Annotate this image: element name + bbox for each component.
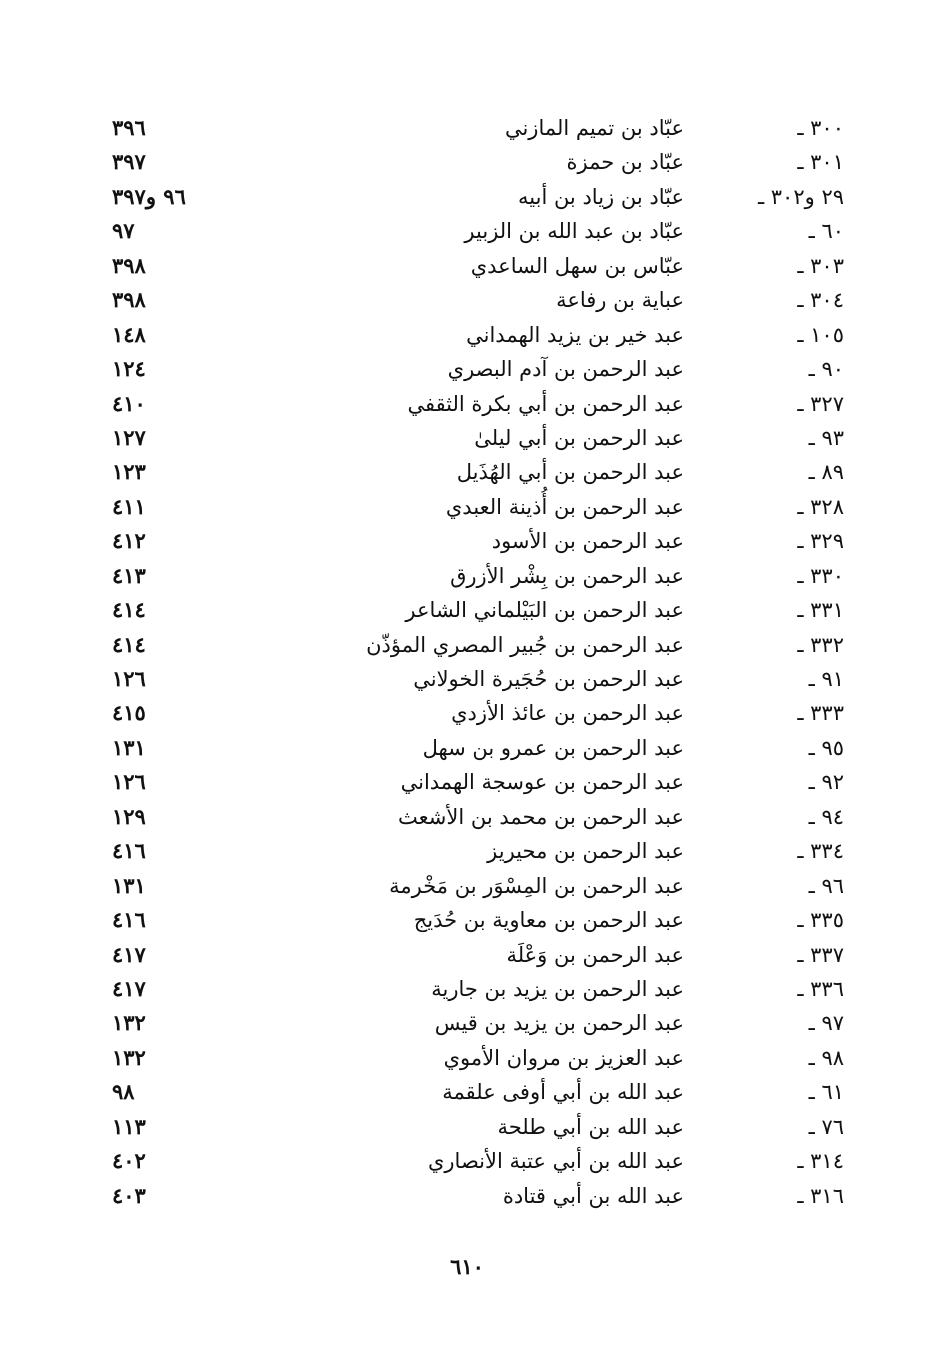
entry-number: ٩٢ ـ [808, 770, 844, 795]
entry-page-reference: ٤١٤ [112, 597, 146, 623]
entry-name: عبّاد بن عبد الله بن الزبير [464, 219, 684, 244]
index-entry [0, 1110, 934, 1144]
entry-page-reference: ١٤٨ [112, 321, 146, 347]
entry-page-reference: ١٣٢ [112, 1044, 146, 1070]
index-entry [0, 559, 934, 593]
entry-name: عبد الله بن أبي عتبة الأنصاري [427, 1149, 684, 1174]
entry-name: عبد الرحمن بن آدم البصري [447, 357, 684, 382]
entry-number: ٣٣٠ ـ [797, 563, 844, 588]
entry-name: عباية بن رفاعة [556, 288, 684, 313]
entry-number: ٣٣١ ـ [797, 598, 844, 623]
entry-number: ٧٦ ـ [808, 1114, 844, 1139]
entry-page-reference: ٤١٧ [112, 975, 146, 1001]
entry-page-reference: ٣٩٦ [112, 115, 146, 140]
index-entry [0, 869, 934, 903]
entry-name: عبد الرحمن بن البَيْلماني الشاعر [405, 598, 684, 623]
entry-page-reference: ١٢٦ [112, 666, 146, 691]
entry-number: ٣٠٠ ـ [797, 116, 844, 140]
entry-name: عبد الرحمن بن يزيد بن قيس [434, 1011, 684, 1036]
entry-name: عبد الرحمن بن عائذ الأزدي [451, 701, 684, 726]
entry-name: عبد الرحمن بن معاوية بن حُدَيج [413, 908, 684, 933]
index-entry [0, 421, 934, 455]
index-entry [0, 1075, 934, 1109]
entry-number: ٩١ ـ [808, 667, 844, 691]
entry-page-reference: ٩٦ و٣٩٧ [112, 183, 186, 209]
entry-name: عبد الرحمن بن أبي ليلىٰ [474, 425, 684, 450]
entry-name: عبد الرحمن بن عوسجة الهمداني [400, 770, 684, 795]
index-entry [0, 1006, 934, 1040]
entry-name: عبد الرحمن بن أبي الهُذَيل [456, 460, 684, 485]
entry-number: ٩٥ ـ [808, 735, 844, 760]
entry-page-reference: ١٣١ [112, 872, 146, 898]
entry-name: عبّاد بن حمزة [566, 150, 684, 175]
index-entry [0, 352, 934, 386]
entry-page-reference: ١٢٧ [112, 424, 146, 450]
entry-page-reference: ١١٣ [112, 1113, 146, 1139]
entry-name: عبد الله بن أبي قتادة [502, 1183, 684, 1208]
index-entry [0, 1041, 934, 1075]
entry-name: عبد الله بن أبي أوفى علقمة [442, 1080, 684, 1105]
index-entry [0, 1179, 934, 1213]
entry-number: ٣٣٦ ـ [797, 976, 844, 1001]
entry-name: عبد الرحمن بن جُبير المصري المؤذّن [366, 632, 684, 657]
entry-name: عبد الرحمن بن حُجَيرة الخولاني [413, 667, 684, 691]
index-entry [0, 490, 934, 524]
entry-page-reference: ٣٩٨ [112, 287, 146, 313]
index-entry [0, 903, 934, 937]
index-entry [0, 765, 934, 799]
entry-number: ٣٢٧ ـ [797, 391, 844, 416]
entry-page-reference: ٤١٠ [112, 390, 146, 416]
index-entry [0, 731, 934, 765]
entry-number: ٣٣٣ ـ [797, 701, 844, 726]
entry-page-reference: ١٣٢ [112, 1010, 146, 1036]
entry-number: ٨٩ ـ [808, 460, 844, 485]
index-entry [0, 662, 934, 696]
entry-number: ٣٠٤ ـ [797, 288, 844, 313]
entry-page-reference: ٤١٦ [112, 907, 146, 933]
index-entry [0, 972, 934, 1006]
entry-name: عبد الرحمن بن بِشْر الأزرق [450, 563, 684, 588]
entry-name: عبد الرحمن بن محمد بن الأشعث [398, 804, 684, 829]
page-number: ٦١٠ [450, 1254, 484, 1279]
index-entry [0, 696, 934, 730]
entry-page-reference: ١٢٣ [112, 459, 146, 485]
entry-page-reference: ٤٠٢ [112, 1148, 146, 1174]
entry-number: ٩٣ ـ [808, 425, 844, 450]
entry-page-reference: ٣٩٨ [112, 252, 146, 278]
index-entry [0, 214, 934, 248]
index-entry [0, 145, 934, 179]
index-entry [0, 800, 934, 834]
entry-number: ٦٠ ـ [808, 219, 844, 244]
entry-number: ٣٢٩ ـ [797, 529, 844, 554]
entry-page-reference: ٩٨ [112, 1079, 135, 1105]
entry-number: ٣١٤ ـ [797, 1149, 844, 1174]
index-entry [0, 111, 934, 145]
entry-name: عبد الرحمن بن عمرو بن سهل [422, 735, 684, 760]
entry-number: ٣١٦ ـ [797, 1183, 844, 1208]
entry-number: ٦١ ـ [808, 1080, 844, 1105]
entry-page-reference: ٤١٦ [112, 838, 146, 864]
entry-name: عبد خير بن يزيد الهمداني [466, 322, 684, 347]
entry-number: ٣٠٣ ـ [797, 253, 844, 278]
entry-name: عبّاس بن سهل الساعدي [470, 253, 684, 278]
entry-name: عبد الرحمن بن وَعْلَة [506, 942, 684, 967]
entry-page-reference: ٤١٢ [112, 528, 146, 554]
entry-name: عبد الرحمن بن يزيد بن جارية [431, 976, 684, 1001]
entry-name: عبد العزيز بن مروان الأموي [443, 1045, 684, 1070]
index-entry [0, 593, 934, 627]
index-entry [0, 455, 934, 489]
entry-name: عبّاد بن تميم المازني [504, 116, 684, 140]
entry-name: عبد الرحمن بن المِسْوَر بن مَخْرمة [389, 873, 684, 898]
entry-number: ٩٨ ـ [808, 1045, 844, 1070]
index-entry [0, 1144, 934, 1178]
entry-number: ٣٠١ ـ [797, 150, 844, 175]
entry-name: عبد الرحمن بن محيريز [487, 839, 684, 864]
index-entry [0, 283, 934, 317]
index-entry [0, 249, 934, 283]
index-entry [0, 524, 934, 558]
entry-name: عبد الله بن أبي طلحة [497, 1114, 684, 1139]
entry-name: عبد الرحمن بن أبي بكرة الثقفي [407, 391, 684, 416]
entry-page-reference: ٤١٥ [112, 700, 146, 726]
entry-page-reference: ٤١٤ [112, 631, 146, 657]
entry-name: عبد الرحمن بن الأسود [491, 529, 684, 554]
entry-number: ٢٩ و٣٠٢ ـ [757, 184, 844, 209]
entry-number: ٣٣٤ ـ [797, 839, 844, 864]
entry-name: عبّاد بن زياد بن أبيه [518, 184, 684, 209]
entry-number: ٩٦ ـ [808, 873, 844, 898]
entry-page-reference: ١٢٩ [112, 803, 146, 829]
index-entry [0, 834, 934, 868]
entry-page-reference: ١٣١ [112, 734, 146, 760]
entry-page-reference: ٤٠٣ [112, 1182, 146, 1208]
entry-page-reference: ١٢٤ [112, 356, 146, 382]
entry-number: ٣٣٧ ـ [797, 942, 844, 967]
entry-name: عبد الرحمن بن أُذينة العبدي [445, 494, 684, 519]
entry-number: ٣٣٥ ـ [797, 908, 844, 933]
entry-number: ٣٣٢ ـ [797, 632, 844, 657]
entry-number: ٣٢٨ ـ [797, 494, 844, 519]
index-entry [0, 938, 934, 972]
entry-page-reference: ٤١٧ [112, 941, 146, 967]
entry-page-reference: ٩٧ [112, 218, 135, 244]
entry-page-reference: ٤١١ [112, 493, 146, 519]
index-entry [0, 180, 934, 214]
entry-page-reference: ١٢٦ [112, 769, 146, 795]
entry-number: ٩٠ ـ [808, 357, 844, 382]
entry-page-reference: ٤١٣ [112, 562, 146, 588]
entry-number: ٩٧ ـ [808, 1011, 844, 1036]
index-list [0, 111, 934, 1213]
entry-number: ١٠٥ ـ [797, 322, 844, 347]
entry-number: ٩٤ ـ [808, 804, 844, 829]
entry-page-reference: ٣٩٧ [112, 149, 146, 175]
index-entry [0, 318, 934, 352]
index-entry [0, 387, 934, 421]
index-entry [0, 628, 934, 662]
